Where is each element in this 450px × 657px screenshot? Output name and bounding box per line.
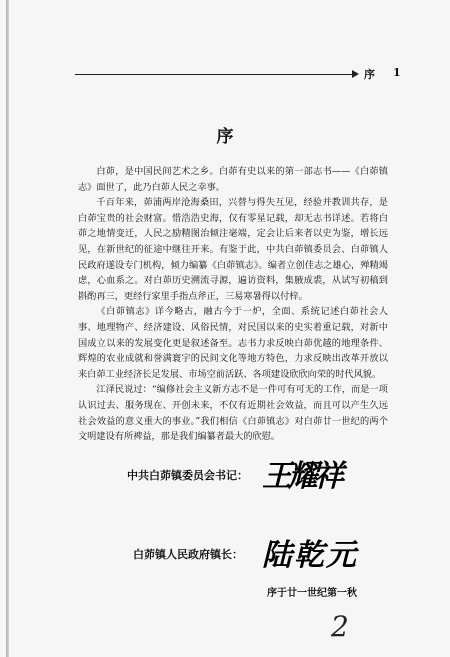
page-number: 1 [393, 66, 401, 79]
signature-title: 中共白茆镇委员会书记： [127, 469, 248, 482]
page-binding-shadow [6, 0, 9, 657]
preface-body [78, 164, 388, 445]
running-header-label: 序 [364, 68, 376, 81]
date-line: 序于廿一世纪第一秋 [267, 588, 357, 599]
paragraph: 《白茆镇志》详今略古，融古今于一炉，全面、系统记述白茆社会人事、地理物产、经济建设、风俗民情，对民国以来的史实着重记载，对新中国成立以来的发展变化更是叙述备至。志书力求反映白茆优越的地理条件、辉煌的农业成就和誉满寰宇的民间文化等地方特色，力求反映出改革开放以来白茆工业经济长足发展、市场空前活跃、各项建设欣欣向荣的时代风貌。 [78, 306, 388, 380]
paragraph: 千百年来，茆浦两岸沧海桑田，兴替与得失互见，经验并教训共存，是白茆宝贵的社会财富。惜浩浩史海，仅有零星记载，却无志书详述。若将白茆之地情变迁，人民之励精图治倾注毫端，定会让后来者以史为鉴，增长远见，在新世纪的征途中继往开来。有鉴于此，中共白茆镇委员会、白茆镇人民政府遂设专门机构，倾力编纂《白茆镇志》。编者立创佳志之雄心，殚精竭虑，心血系之。对白茆历史溯流寻源，遍访资料，集腋成裘，从试写初稿到斟酌再三，更经行家里手指点斧正，三易寒暑得以付梓。 [78, 197, 388, 302]
page-title: 序 [216, 127, 234, 147]
handwritten-signature: 王耀祥 [262, 459, 340, 494]
paragraph: 江泽民说过：“编修社会主义新方志不是一件可有可无的工作，而是一项认识过去、服务现在、开创未来，不仅有近期社会效益，而且可以产生久远社会效益的意义重大的事业。”我们相信《白茆镇志》对白茆廿一世纪的两个文明建设有所裨益，那是我们编纂者最大的欣慰。 [78, 384, 388, 443]
signature-title: 白茆镇人民政府镇长： [133, 548, 243, 561]
header-arrow-icon [352, 70, 359, 78]
handwritten-page-mark: 2 [331, 610, 349, 643]
header-rule [75, 74, 355, 75]
handwritten-signature: 陆乾元 [262, 538, 358, 573]
paragraph: 白茆，是中国民间艺术之乡。白茆有史以来的第一部志书——《白茆镇志》面世了，此乃白茆人民之幸事。 [78, 166, 388, 193]
